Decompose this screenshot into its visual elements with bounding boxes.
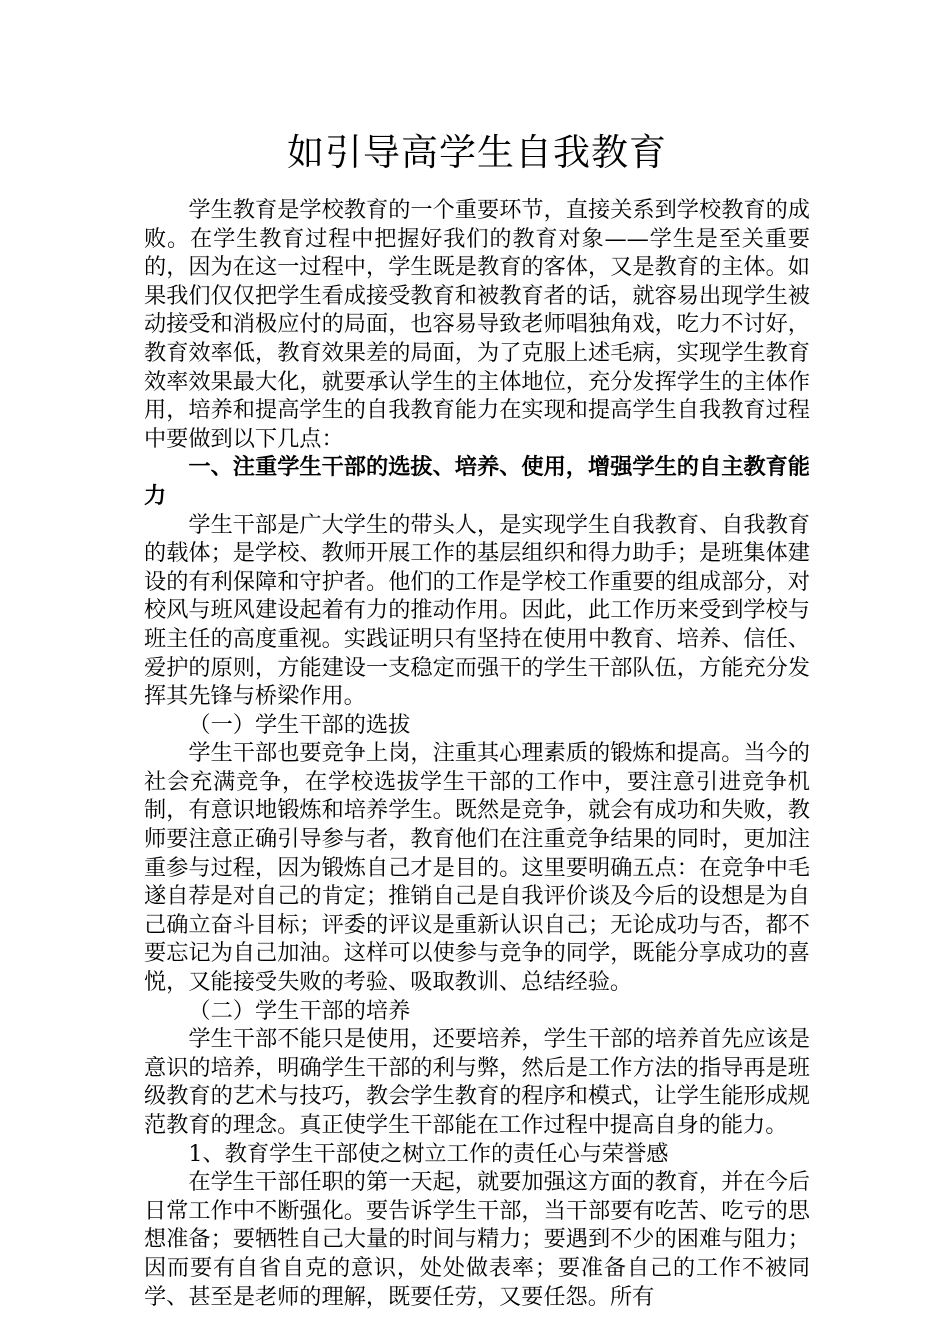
subsection-1-paragraph: 学生干部也要竞争上岗，注重其心理素质的锻炼和提高。当今的社会充满竞争，在学校选拔学生干部的工作中，要注意引进竞争机制，有意识地锻炼和培养学生。既然是竞争，就会有成功和失败，教师要注意正确引导参与者，教育他们在注重竞争结果的同时，更加注重参与过程，因为锻炼自己才是目的。这里要明确五点：在竞争中毛遂自荐是对自己的肯定；推销自己是自我评价谈及今后的设想是为自己确立奋斗目标；评委的评议是重新认识自己；无论成功与否，都不要忘记为自己加油。这样可以使参与竞争的同学，既能分享成功的喜悦，又能接受失败的考验、吸取教训、总结经验。: [144, 740, 810, 996]
section-heading-1: 一、注重学生干部的选拔、培养、使用，增强学生的自主教育能力: [144, 454, 810, 509]
subsection-heading-2: （二）学生干部的培养: [188, 997, 411, 1024]
point-heading-1: 1、教育学生干部使之树立工作的责任心与荣誉感: [188, 1140, 669, 1167]
intro-paragraph: 学生教育是学校教育的一个重要环节，直接关系到学校教育的成败。在学生教育过程中把握好我们的教育对象——学生是至关重要的，因为在这一过程中，学生既是教育的客体，又是教育的主体。如果我们仅仅把学生看成接受教育和被教育者的话，就容易出现学生被动接受和消极应付的局面，也容易导致老师唱独角戏，吃力不讨好，教育效率低，教育效果差的局面，为了克服上述毛病，实现学生教育效率效果最大化，就要承认学生的主体地位，充分发挥学生的主体作用，培养和提高学生的自我教育能力在实现和提高学生自我教育过程中要做到以下几点：: [144, 197, 810, 452]
subsection-2-paragraph: 学生干部不能只是使用，还要培养，学生干部的培养首先应该是意识的培养，明确学生干部的利与弊，然后是工作方法的指导再是班级教育的艺术与技巧，教会学生教育的程序和模式，让学生能形成规范教育的理念。真正使学生干部能在工作过程中提高自身的能力。: [144, 1026, 810, 1138]
subsection-heading-1: （一）学生干部的选拔: [188, 711, 411, 738]
point-1-paragraph: 在学生干部任职的第一天起，就要加强这方面的教育，并在今后日常工作中不断强化。要告诉学生干部，当干部要有吃苦、吃亏的思想准备；要牺牲自己大量的时间与精力；要遇到不少的困难与阻力；因而要有自省自克的意识，处处做表率；要准备自己的工作不被同学、甚至是老师的理解，既要任劳，又要任怨。所有: [144, 1169, 810, 1310]
document-title: 如引导高学生自我教育: [287, 131, 667, 174]
section-1-paragraph: 学生干部是广大学生的带头人，是实现学生自我教育、自我教育的载体；是学校、教师开展工作的基层组织和得力助手；是班集体建设的有利保障和守护者。他们的工作是学校工作重要的组成部分，对校风与班风建设起着有力的推动作用。因此，此工作历来受到学校与班主任的高度重视。实践证明只有坚持在使用中教育、培养、信任、爱护的原则，方能建设一支稳定而强干的学生干部队伍，方能充分发挥其先锋与桥梁作用。: [144, 511, 810, 710]
document-body: [144, 196, 810, 1311]
document-page: [144, 0, 810, 1311]
